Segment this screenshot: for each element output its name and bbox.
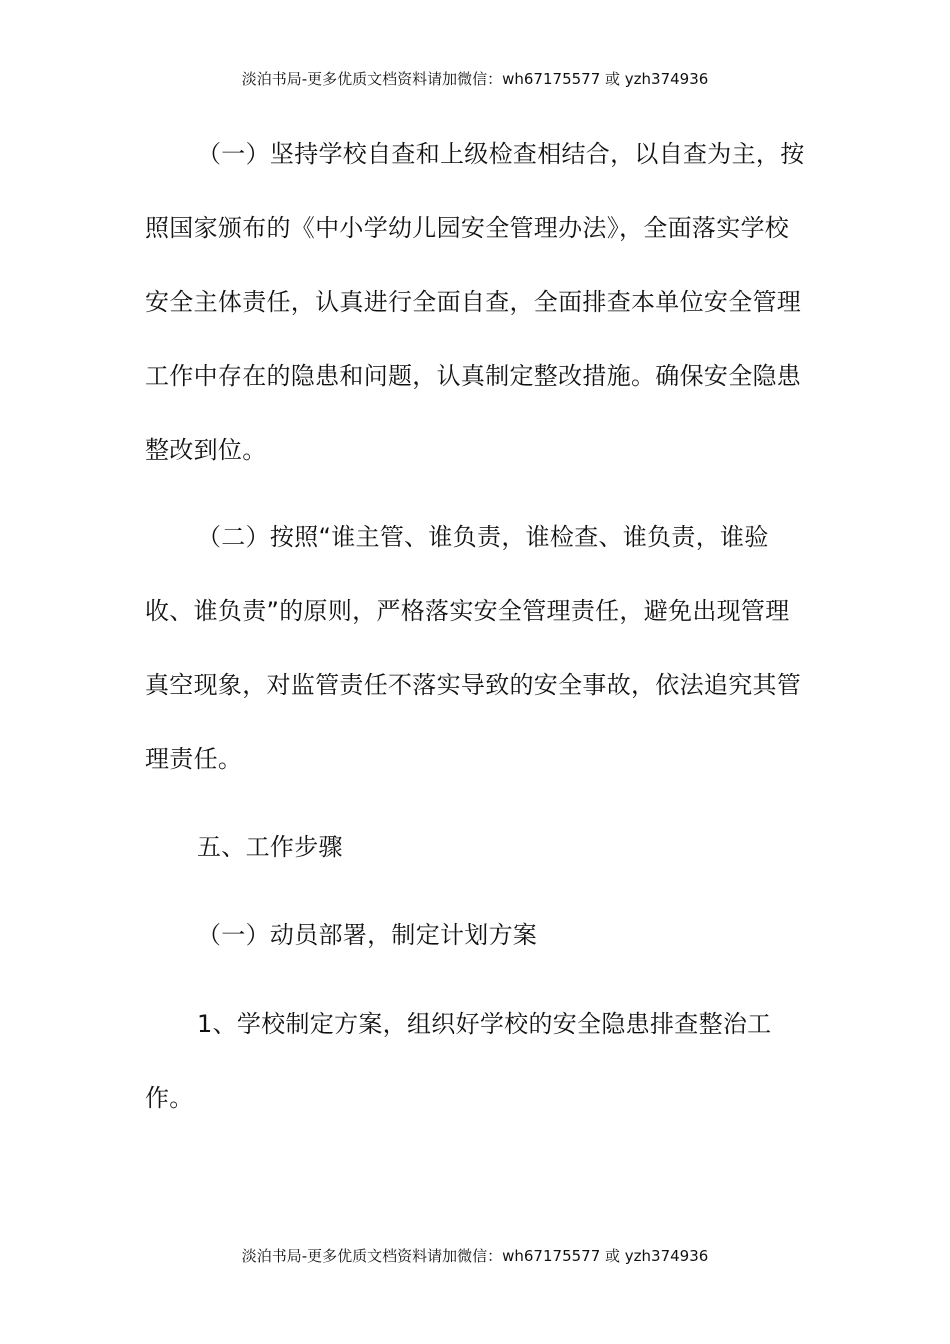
paragraph-self-inspection: （一）坚持学校自查和上级检查相结合，以自查为主，按照国家颁布的《中小学幼儿园安全管理办法》，全面落实学校安全主体责任，认真进行全面自查，全面排查本单位安全管理工作中存在的隐患和问题，认真制定整改措施。确保安全隐患整改到位。	[145, 140, 805, 464]
page-header: 淡泊书局-更多优质文档资料请加微信：wh67175577 或 yzh374936	[241, 70, 709, 88]
page-footer: 淡泊书局-更多优质文档资料请加微信：wh67175577 或 yzh374936	[241, 1247, 709, 1265]
subheading-mobilization: （一）动员部署，制定计划方案	[197, 921, 538, 949]
section-heading-work-steps: 五、工作步骤	[197, 833, 343, 861]
paragraph-step-1: 1、学校制定方案，组织好学校的安全隐患排查整治工作。	[145, 1010, 772, 1112]
paragraph-responsibility: （二）按照“谁主管、谁负责，谁检查、谁负责，谁验收、谁负责”的原则，严格落实安全管理责任，避免出现管理真空现象，对监管责任不落实导致的安全事故，依法追究其管理责任。	[145, 523, 802, 773]
